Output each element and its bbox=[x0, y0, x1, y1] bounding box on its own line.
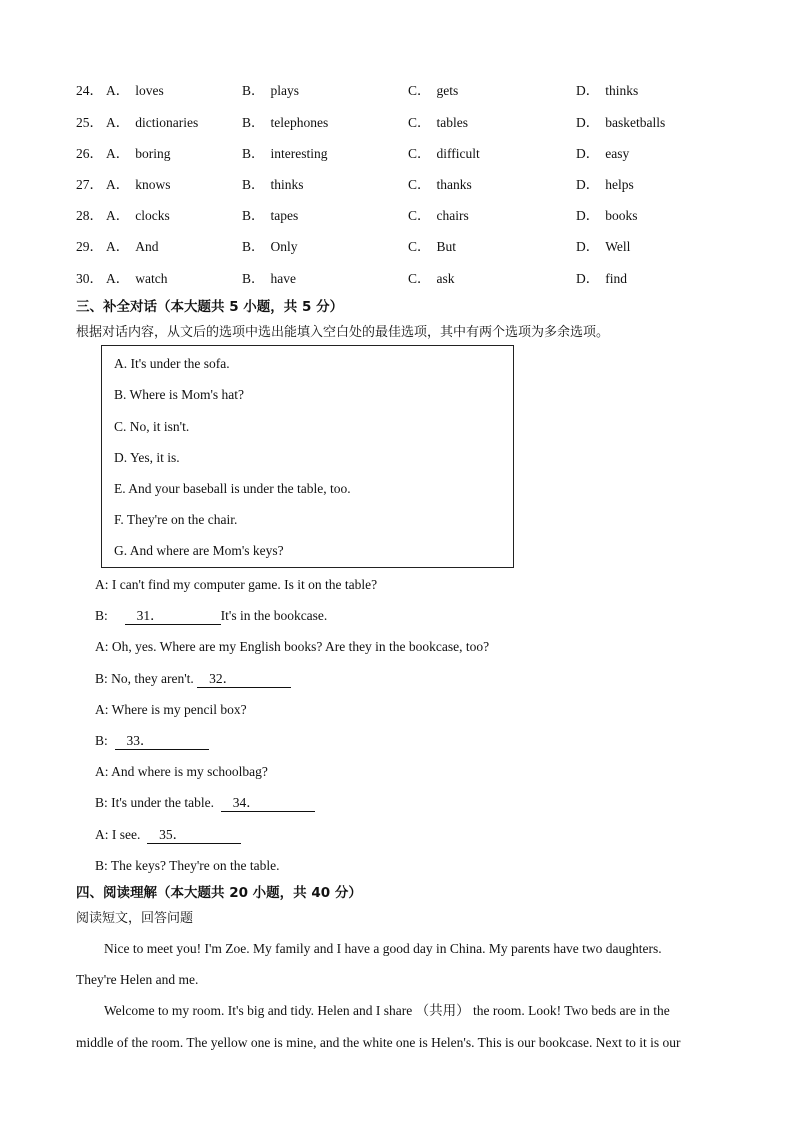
answer-blank[interactable]: 33． bbox=[115, 733, 209, 750]
question-row bbox=[76, 269, 716, 289]
question-number: 29． bbox=[76, 239, 103, 254]
answer-blank[interactable]: 31． bbox=[125, 608, 221, 625]
option-c: C． difficult bbox=[408, 146, 480, 161]
option-c: C． But bbox=[408, 239, 457, 254]
option-a: A． knows bbox=[106, 177, 171, 192]
option-c: C． gets bbox=[408, 83, 459, 98]
option-a: A． dictionaries bbox=[106, 115, 199, 130]
section-title: 四、阅读理解（本大题共 20 小题，共 40 分） bbox=[76, 885, 362, 901]
question-number: 25． bbox=[76, 115, 103, 130]
question-number: 27． bbox=[76, 177, 103, 192]
dialogue-line: B: 33． bbox=[95, 731, 209, 751]
option-c: C． chairs bbox=[408, 208, 469, 223]
option-b: B． Only bbox=[242, 239, 298, 254]
box-option: F. They're on the chair. bbox=[114, 512, 238, 527]
option-b: B． plays bbox=[242, 83, 300, 98]
dialogue-line: B: No, they aren't. 32． bbox=[95, 669, 291, 689]
option-a: A． And bbox=[106, 239, 159, 254]
option-c: C． tables bbox=[408, 115, 469, 130]
option-d: D． thinks bbox=[576, 83, 639, 98]
question-number: 24． bbox=[76, 83, 103, 98]
dialogue-line: A: I can't find my computer game. Is it on the table? bbox=[95, 577, 378, 592]
question-row bbox=[76, 237, 716, 257]
dialogue-line: A: I see. 35． bbox=[95, 825, 241, 845]
dialogue-line: B: The keys? They're on the table. bbox=[95, 858, 280, 873]
section-instruction: 根据对话内容，从文后的选项中选出能填入空白处的最佳选项，其中有两个选项为多余选项。 bbox=[76, 325, 610, 340]
option-d: D． Well bbox=[576, 239, 631, 254]
question-row bbox=[76, 175, 716, 195]
option-d: D． books bbox=[576, 208, 638, 223]
question-number: 26． bbox=[76, 146, 103, 161]
option-c: C． thanks bbox=[408, 177, 472, 192]
question-row bbox=[76, 144, 716, 164]
option-d: D． basketballs bbox=[576, 115, 666, 130]
dialogue-line: B: It's under the table. 34． bbox=[95, 793, 315, 813]
option-c: C． ask bbox=[408, 271, 455, 286]
option-a: A． boring bbox=[106, 146, 171, 161]
option-d: D． helps bbox=[576, 177, 634, 192]
box-option: G. And where are Mom's keys? bbox=[114, 543, 284, 558]
option-a: A． watch bbox=[106, 271, 168, 286]
section-title: 三、补全对话（本大题共 5 小题，共 5 分） bbox=[76, 299, 344, 315]
option-b: B． interesting bbox=[242, 146, 328, 161]
dialogue-line: A: Where is my pencil box? bbox=[95, 702, 247, 717]
section-instruction: 阅读短文，回答问题 bbox=[76, 911, 194, 926]
option-b: B． telephones bbox=[242, 115, 329, 130]
option-b: B． thinks bbox=[242, 177, 304, 192]
dialogue-line: B: 31． It's in the bookcase. bbox=[95, 608, 328, 623]
option-a: A． clocks bbox=[106, 208, 170, 223]
box-option: C. No, it isn't. bbox=[114, 419, 190, 434]
box-option: E. And your baseball is under the table, too. bbox=[114, 481, 351, 496]
box-option: B. Where is Mom's hat? bbox=[114, 387, 245, 402]
box-option: A. It's under the sofa. bbox=[114, 356, 230, 371]
option-d: D． easy bbox=[576, 146, 630, 161]
answer-blank[interactable]: 32． bbox=[197, 671, 291, 688]
dialogue-line: A: Oh, yes. Where are my English books? Are they in the bookcase, too? bbox=[95, 639, 490, 654]
question-row bbox=[76, 81, 716, 101]
box-option: D. Yes, it is. bbox=[114, 450, 180, 465]
question-row bbox=[76, 113, 716, 133]
options-box bbox=[101, 345, 514, 568]
passage-line: middle of the room. The yellow one is mine, and the white one is Helen's. This is our bookcase. Next to it is our bbox=[76, 1035, 681, 1050]
option-b: B． have bbox=[242, 271, 296, 286]
question-number: 30． bbox=[76, 271, 103, 286]
passage-line: Welcome to my room. It's big and tidy. Helen and I share （共用） the room. Look! Two beds are in the bbox=[104, 1003, 670, 1018]
option-b: B． tapes bbox=[242, 208, 299, 223]
dialogue-line: A: And where is my schoolbag? bbox=[95, 764, 268, 779]
question-number: 28． bbox=[76, 208, 103, 223]
passage-line: Nice to meet you! I'm Zoe. My family and I have a good day in China. My parents have two daughters. bbox=[104, 941, 662, 956]
passage-line: They're Helen and me. bbox=[76, 972, 199, 987]
answer-blank[interactable]: 35． bbox=[147, 827, 241, 844]
question-row bbox=[76, 206, 716, 226]
answer-blank[interactable]: 34． bbox=[221, 795, 315, 812]
option-d: D． find bbox=[576, 271, 627, 286]
option-a: A． loves bbox=[106, 83, 164, 98]
